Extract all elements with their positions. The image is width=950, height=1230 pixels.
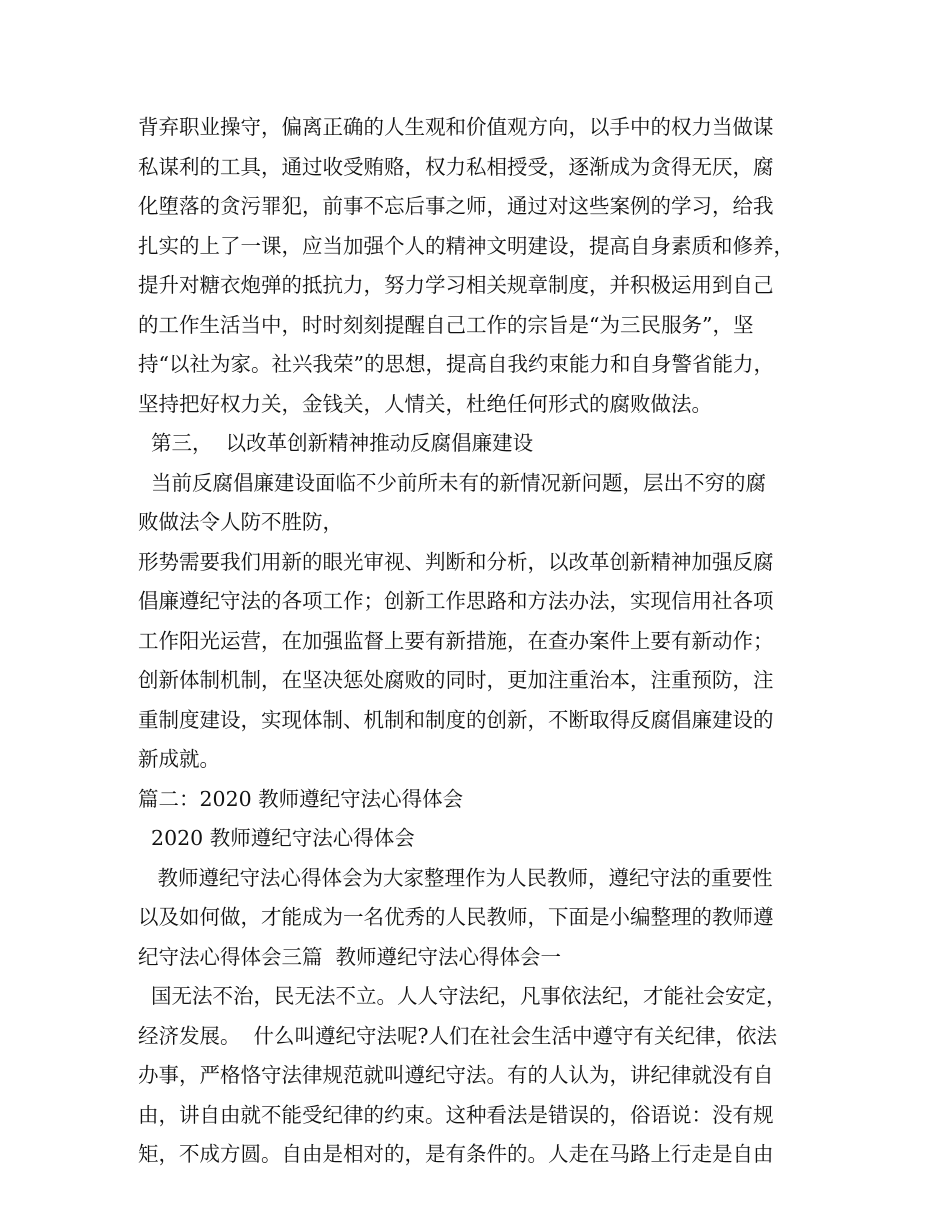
text-line: 新成就。 bbox=[138, 747, 220, 771]
text-line: 提升对糖衣炮弹的抵抗力，努力学习相关规章制度，并积极运用到自己 bbox=[138, 273, 774, 297]
article-title: 2020 教师遵纪守法心得体会 bbox=[138, 826, 415, 850]
text-line: 矩，不成方圆。自由是相对的，是有条件的。人走在马路上行走是自由 bbox=[138, 1142, 774, 1166]
text-line: 工作阳光运营，在加强监督上要有新措施，在查办案件上要有新动作； bbox=[138, 628, 774, 653]
text-line: 扎实的上了一课，应当加强个人的精神文明建设，提高自身素质和修养， bbox=[138, 233, 794, 258]
text-line: 化堕落的贪污罪犯，前事不忘后事之师，通过对这些案例的学习，给我 bbox=[138, 194, 774, 218]
text-line: 纪守法心得体会三篇 教师遵纪守法心得体会一 bbox=[138, 944, 562, 969]
text-line: 形势需要我们用新的眼光审视、判断和分析，以改革创新精神加强反腐 bbox=[138, 549, 774, 574]
text-line: 当前反腐倡廉建设面临不少前所未有的新情况新问题，层出不穷的腐 bbox=[138, 470, 767, 495]
text-line: 私谋利的工具，通过收受贿赂，权力私相授受，逐渐成为贪得无厌，腐 bbox=[138, 154, 774, 179]
text-line: 国无法不治，民无法不立。人人守法纪，凡事依法纪，才能社会安定， bbox=[138, 984, 787, 1008]
text-line: 办事，严格恪守法律规范就叫遵纪守法。有的人认为，讲纪律就没有自 bbox=[138, 1063, 774, 1087]
section-heading: 第三， 以改革创新精神推动反腐倡廉建设 bbox=[138, 431, 534, 455]
text-line: 持“以社为家。社兴我荣”的思想，提高自我约束能力和自身警省能力， bbox=[138, 352, 774, 376]
text-line: 倡廉遵纪守法的各项工作；创新工作思路和方法办法，实现信用社各项 bbox=[138, 589, 774, 613]
text-line: 教师遵纪守法心得体会为大家整理作为人民教师，遵纪守法的重要性 bbox=[138, 865, 773, 890]
text-line: 以及如何做，才能成为一名优秀的人民教师，下面是小编整理的教师遵 bbox=[138, 905, 774, 929]
text-line: 败做法令人防不胜防， bbox=[138, 510, 343, 534]
text-line: 的工作生活当中，时时刻刻提醒自己工作的宗旨是“为三民服务”，坚 bbox=[138, 312, 754, 337]
text-line: 坚持把好权力关，金钱关，人情关，杜绝任何形式的腐败做法。 bbox=[138, 391, 712, 416]
text-line: 背弃职业操守，偏离正确的人生观和价值观方向，以手中的权力当做谋 bbox=[138, 115, 774, 139]
text-line: 经济发展。 什么叫遵纪守法呢?人们在社会生活中遵守有关纪律，依法 bbox=[138, 1023, 778, 1048]
text-line: 重制度建设，实现体制、机制和制度的创新，不断取得反腐倡廉建设的 bbox=[138, 707, 774, 732]
article-heading: 篇二：2020 教师遵纪守法心得体会 bbox=[138, 786, 464, 811]
text-line: 由，讲自由就不能受纪律的约束。这种看法是错误的，俗语说：没有规 bbox=[138, 1102, 774, 1127]
document-body bbox=[138, 108, 818, 1175]
text-line: 创新体制机制，在坚决惩处腐败的同时，更加注重治本，注重预防，注 bbox=[138, 668, 774, 692]
